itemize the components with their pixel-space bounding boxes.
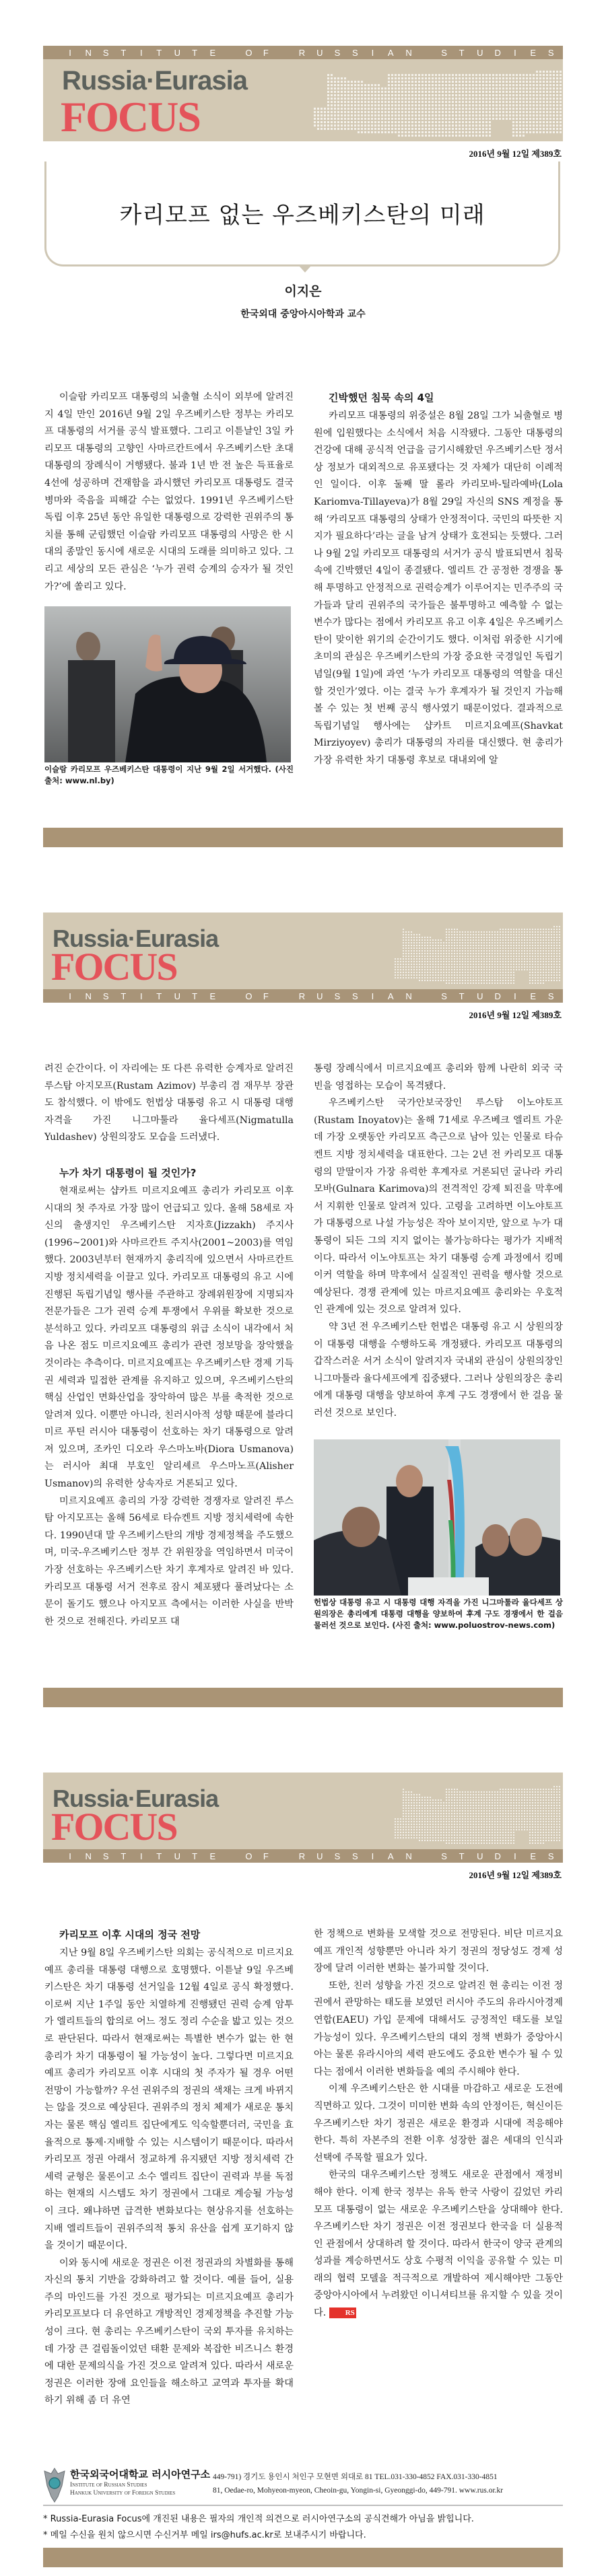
brand-focus: FOCUS: [51, 945, 177, 989]
institute-letter: S: [441, 47, 447, 58]
institute-letter: U: [174, 991, 181, 1001]
institute-letter: U: [316, 47, 323, 58]
photo-caption: 이슬람 카리모프 우즈베키스탄 대통령이 지난 9월 2일 서거했다. (사진 출처: www.nl.by): [44, 764, 294, 786]
institute-letter: S: [441, 991, 447, 1001]
institute-letter: U: [316, 1851, 323, 1861]
photo-karimov-image: [44, 606, 291, 762]
page-bottom-bar: [43, 1688, 563, 1707]
institute-letter: T: [192, 47, 198, 58]
institute-letter: E: [530, 1851, 537, 1861]
title-pointer: [299, 266, 311, 273]
institute-letter: U: [477, 1851, 483, 1861]
article-title: 카리모프 없는 우즈베키스탄의 미래: [119, 202, 485, 229]
section-heading: 긴박했던 침묵 속의 4일: [329, 392, 434, 404]
paragraph-text: 한국의 대우즈베키스탄 정책도 새로운 관점에서 재정비해야 한다. 이제 한국 정부는 유독 한국 사랑이 깊었던 카리모프 대통령이 없는 새로운 우즈베키스탄을 상대해야 한다. 우즈베키스탄 차기 정권은 이전 정권보다 한국을 더 실용적인 관점에서 상대하려 할 것이다. 따라서 한국이 양국 관계의 성과를 계승하면서도 상호 수평적 이익을 공유할 수 있는 미래의 협력 모델을 적극적으로 개발하여 제시해야만 그동안 중앙아시아에서 누려왔던 이니셔티브를 유지할 수 있을 것이다.: [314, 2170, 563, 2319]
institute-letter: [228, 1851, 233, 1861]
author-affiliation: 한국외대 중앙아시아학과 교수: [240, 309, 366, 320]
page2-left-column: [44, 1061, 294, 1631]
photo-yuldashev-image: [314, 1439, 560, 1596]
institute-letter: T: [459, 991, 465, 1001]
russia-dot-map-icon: [393, 1777, 562, 1849]
institute-letter: I: [514, 1851, 516, 1861]
institute-letter: S: [102, 1851, 109, 1861]
footer-bar: [43, 2548, 563, 2567]
institute-letter: S: [102, 991, 109, 1001]
masthead-page-3: [43, 1773, 563, 1863]
page1-left-column: [44, 389, 294, 787]
institute-letter: O: [245, 991, 252, 1001]
institute-letter: I: [69, 47, 71, 58]
photo-karimov: [44, 606, 291, 762]
institute-letter: [424, 48, 429, 58]
address-en: 81, Oedae-ro, Mohyeon-myeon, Cheoin-gu, Yongin-si, Gyeonggi-do, 449-791. www.rus.or.kr: [213, 2486, 504, 2495]
institute-letter: S: [352, 991, 358, 1001]
institute-letter: S: [334, 1851, 341, 1861]
russia-dot-map-icon: [393, 917, 562, 989]
institute-letter: E: [209, 1851, 216, 1861]
paragraph: [314, 2167, 563, 2322]
institute-letter: S: [547, 991, 554, 1001]
paragraph: 카리모프 대통령의 위중설은 8월 28일 그가 뇌출혈로 병원에 입원했다는 소식에서 처음 시작됐다. 그동안 대통령의 건강에 대해 공식적 언급을 금기시해왔던 우즈베키스탄 정서상 정보가 대외적으로 유포됐다는 것 자체가 대단히 이례적인 일이다. 이후 둘째 딸 롤라 카리모바-틸라예바(Lola Kariomva-Tillayeva)가 8월 29일 자신의 SNS 계정을 통해 ‘카리모프 대통령의 상태가 안정적이다. 국민의 따뜻한 지지가 필요하다’라는 글을 남겨 상태가 호전되는 듯했다. 그러나 9월 2일 카리모프 대통령의 서거가 공식 발표되면서 침묵 속에 긴박했던 4일이 종결됐다. 엘리트 간 공정한 경쟁을 통해 투명하고 안정적으로 권력승계가 이루어지는 민주주의 국가들과 달리 권위주의 국가들은 불투명하고 예측할 수 없는 변수가 많다는 점에서 카리모프 유고 이후 4일은 우즈베키스탄이 맞이한 위기의 순간이기도 했다. 이처럼 위중한 시기에 초미의 관심은 우즈베키스탄의 가장 중요한 국경일인 독립기념일(9월 1일)에 과연 ‘누가 카리모프 대통령의 역할을 대신할 것인가’였다. 이는 결국 누가 후계자가 될 것인지 가늠해 볼 수 있는 첫 번째 공식 행사였기 때문이었다. 결과적으로 독립기념일 행사에는 샵카트 미르지요예프(Shavkat Mirziyoyev) 총리가 대통령의 자리를 대신했다. 현 총리가 가장 유력한 차기 대통령 후보로 대내외에 알: [314, 410, 563, 766]
brand-russia-eurasia: Russia·Eurasia: [53, 1785, 219, 1812]
paragraph: 지난 9월 8일 우즈베키스탄 의회는 공식적으로 미르지요예프 총리를 대통령 대행으로 호명했다. 이튿날 9일 우즈베키스탄은 차기 대통령 선거일을 12월 4일로 공식 확정했다. 이로써 지난 1주일 동안 치열하게 진행됐던 권력 승계 암투가 엘리트들의 합의로 어느 정도 정리 수순을 밟고 있는 것으로 판단된다. 따라서 현재로써는 특별한 변수가 없는 한 현 총리가 차기 대통령이 될 가능성이 높다. 그렇다면 미르지요예프 총리가 카리모프 이후 시대의 첫 주자가 될 경우 어떤 전망이 가능할까? 우선 권위주의 정권의 색채는 크게 바뀌지는 않을 것으로 예상된다. 권위주의 정치 체제가 새로운 통치자는 물론 핵심 엘리트 집단에게도 익숙할뿐더러, 국민을 효율적으로 통제·지배할 수 있는 시스템이기 때문이다. 따라서 카리모프 정권 아래서 정교하게 유지됐던 지방 정치세력 간 세력 균형은 물론이고 소수 엘리트 집단이 권력과 부를 독점하는 현재의 시스템도 차기 정권에서 그대로 계승될 가능성이 크다. 왜냐하면 급격한 변화보다는 현상유지를 선호하는 지배 엘리트들이 권위주의적 통치 유산을 쉽게 포기하지 않을 것이기 때문이다.: [44, 1947, 294, 2252]
brand-focus: FOCUS: [51, 1805, 177, 1849]
institute-letter: T: [459, 47, 465, 58]
institute-letter: R: [298, 47, 306, 58]
institute-letter: [281, 1851, 286, 1861]
masthead-page-2: [43, 913, 563, 1003]
institute-letter: U: [477, 991, 483, 1001]
institute-letter: T: [156, 1851, 162, 1861]
institute-letter: E: [530, 47, 537, 58]
institute-stripe: [43, 989, 563, 1003]
institute-letter: A: [387, 1851, 394, 1861]
unsubscribe-note: * 메일 수신을 원치 않으시면 수신거부 메일 irs@hufs.ac.kr로 보내주시기 바랍니다.: [43, 2530, 366, 2540]
brand-russia-eurasia: Russia·Eurasia: [53, 925, 219, 952]
institute-letter: T: [121, 991, 127, 1001]
institute-letter: [228, 991, 233, 1001]
issue-date: 2016년 9월 12일 제389호: [469, 149, 562, 159]
institute-letter: I: [139, 47, 143, 58]
institute-letter: T: [459, 1851, 465, 1861]
section-heading: 카리모프 이후 시대의 정국 전망: [59, 1929, 201, 1941]
institute-name-en-1: Institute of Russian Studies: [70, 2482, 147, 2489]
institute-letter: T: [121, 1851, 127, 1861]
institute-letter: O: [245, 1851, 252, 1861]
brand-focus: FOCUS: [61, 93, 200, 141]
issue-date: 2016년 9월 12일 제389호: [469, 1870, 562, 1880]
paragraph: 이제 우즈베키스탄은 한 시대를 마감하고 새로운 도전에 직면하고 있다. 그것이 미미한 변화 속의 안정이든, 혁신이든 우즈베키스탄 차기 정권은 새로운 환경과 시대에 적응해야 한다. 특히 자본주의 전환 이후 성장한 젊은 세대의 인식과 선택에 주목할 필요가 있다.: [314, 2083, 563, 2163]
institute-letter: R: [298, 991, 306, 1001]
institute-letter: A: [387, 47, 394, 58]
institute-letter: D: [494, 1851, 501, 1861]
institute-letter: S: [547, 47, 554, 58]
institute-letter: F: [263, 1851, 269, 1861]
paragraph: 려진 순간이다. 이 자리에는 또 다른 유력한 승계자로 알려진 루스탐 아지모프(Rustam Azimov) 부총리 겸 재무부 장관도 참석했다. 이 밖에도 헌법상 대통령 유고 시 대통령 대행 자격을 가진 니그마툴라 율다세프(Nigmatulla Yuldashev) 상원의장도 모습을 드러냈다.: [44, 1063, 294, 1143]
institute-letter: I: [371, 1851, 374, 1861]
footer: [43, 2466, 563, 2573]
page3-right-column: [314, 1926, 563, 2322]
institute-name-en-2: Hankuk University of Foreign Studies: [70, 2490, 176, 2497]
masthead-page-1: [43, 46, 563, 141]
institute-letter: S: [352, 1851, 358, 1861]
institute-letter: N: [405, 47, 412, 58]
institute-letter: A: [387, 991, 394, 1001]
photo-caption: 헌법상 대통령 유고 시 대통령 대행 자격을 가진 니그마툴라 율다세프 상원의장은 총리에게 대통령 대행을 양보하여 후계 구도 경쟁에서 한 걸음 물러선 것으로 보인다. (사진 출처: www.poluostrov-news.com): [314, 1598, 563, 1631]
institute-letter: T: [121, 47, 127, 58]
institute-letter: S: [547, 1851, 554, 1861]
institute-letter: U: [174, 47, 181, 58]
institute-letter: U: [477, 47, 483, 58]
page1-right-column: [314, 389, 563, 769]
paragraph: 한 정책으로 변화를 모색할 것으로 전망된다. 비단 미르지요예프 개인적 성향뿐만 아니라 차기 정권의 정당성도 경제 성장에 달려 이러한 변화는 불가피할 것이다.: [314, 1929, 563, 1974]
institute-letter: I: [69, 1851, 71, 1861]
paragraph: 통령 장례식에서 미르지요예프 총리와 함께 나란히 외국 국빈을 영접하는 모습이 목격됐다.: [314, 1063, 563, 1092]
institute-letter: S: [441, 1851, 447, 1861]
institute-letter: T: [192, 1851, 198, 1861]
institute-letter: [281, 48, 286, 58]
paragraph: 우즈베키스탄 국가안보국장인 루스탐 이노야토프(Rustam Inoyatov)는 올해 71세로 우즈베크 엘리트 가운데 가장 오랫동안 카리모프 측근으로 남아 있는 인물로 타슈켄트 지방 정치세력을 대표한다. 그는 2년 전 카리모프 대통령의 맏딸이자 가장 유력한 후계자로 거론되던 굴나라 카리모바(Gulnara Karimova)의 전격적인 강제 퇴진을 막후에서 지휘한 인물로 알려져 있다. 고령을 고려하면 이노야토프가 대통령으로 나설 가능성은 작아 보이지만, 앞으로 누가 대통령이 되든 그의 지지 없이는 불가능하다는 평가가 지배적이다. 따라서 이노야토프는 차기 대통령 승계 과정에서 킹메이커 역할을 하며 막후에서 실질적인 권력을 행사할 것으로 예상된다. 경쟁 관계에 있는 마르지요예프 총리와는 우호적인 관계에 있는 것으로 알려져 있다.: [314, 1098, 563, 1316]
institute-letter: O: [245, 47, 252, 58]
institute-letter: F: [263, 991, 269, 1001]
institute-letter: N: [405, 991, 412, 1001]
institute-letter: E: [209, 991, 216, 1001]
institute-name-ko: 한국외국어대학교 러시아연구소: [70, 2468, 211, 2480]
institute-eagle-logo-icon: [43, 2466, 66, 2503]
russia-dot-map-icon: [312, 59, 562, 141]
institute-letter: I: [514, 991, 516, 1001]
end-mark-rs-icon: RS: [329, 2307, 356, 2318]
institute-letter: S: [352, 47, 358, 58]
paragraph: 이와 동시에 새로운 정권은 이전 정권과의 차별화를 통해 자신의 통치 기반을 강화하려고 할 것이다. 예를 들어, 실용주의 마인드를 가진 것으로 평가되는 미르지요예프 총리가 카리모프보다 더 유연하고 개방적인 경제정책을 추진할 가능성이 크다. 현 총리는 우즈베키스탄이 국외 투자를 유치하는 데 가장 큰 걸림돌이었던 태환 문제와 복잡한 비즈니스 환경에 대한 문제의식을 가진 것으로 알려져 있다. 따라서 새로운 정권은 이러한 장애 요인들을 해소하고 교역과 투자를 확대하기 위해 좀 더 유연: [44, 2257, 294, 2406]
institute-letter: I: [514, 47, 516, 58]
institute-letter: I: [69, 991, 71, 1001]
institute-letter: I: [139, 991, 143, 1001]
address-ko: 449-791) 경기도 용인시 처인구 모현면 외대로 81 TEL.031-330-4852 FAX.031-330-4851: [213, 2473, 498, 2481]
institute-letter: S: [102, 47, 109, 58]
institute-letter: S: [334, 991, 341, 1001]
institute-stripe: [43, 1849, 563, 1863]
institute-letter: U: [174, 1851, 181, 1861]
institute-letter: U: [316, 991, 323, 1001]
author-name: 이지은: [284, 284, 322, 299]
institute-letter: I: [371, 47, 374, 58]
institute-letter: T: [156, 47, 162, 58]
footer-divider: [43, 2505, 563, 2506]
paragraph: 미르지요예프 총리의 가장 강력한 경쟁자로 알려진 루스탐 아지모프는 올해 56세로 타슈켄트 지방 정치세력에 속한다. 1990년대 말 우즈베키스탄의 개방 경제정책을 주도했으며, 미국-우즈베키스탄 정부 간 위원장을 역임하면서 미국이 가장 선호하는 우즈베키스탄 차기 후계자로 알려진 바 있다. 카리모프 대통령 서거 전후로 잠시 체포됐다 풀려났다는 소문이 돌기도 했으나 아지모프 측에서는 이러한 사실을 반박한 것으로 전해진다. 카리모프 대: [44, 1495, 294, 1627]
institute-letter: E: [530, 991, 537, 1001]
institute-letter: I: [371, 991, 374, 1001]
section-heading: 누가 차기 대통령이 될 것인가?: [59, 1166, 197, 1179]
institute-letter: [281, 991, 286, 1001]
institute-letter: R: [298, 1851, 306, 1861]
institute-letter: N: [405, 1851, 412, 1861]
institute-letter: F: [263, 47, 269, 58]
paragraph: 이슬람 카리모프 대통령의 뇌출혈 소식이 외부에 알려진 지 4일 만인 2016년 9월 2일 우즈베키스탄 정부는 카리모프 대통령의 서거를 공식 발표했다. 그리고 이튿날인 3일 카리모프 대통령의 고향인 사마르칸트에서 우즈베키스탄 초대 대통령의 장례식이 거행됐다. 불과 1년 반 전 높은 득표율로 4선에 성공하며 건재함을 과시했던 카리모프 대통령도 결국 병마와 죽음을 피해갈 수는 없었다. 1991년 우즈베키스탄 독립 이후 25년 동안 유일한 대통령으로 강력한 권위주의 통치를 통해 군림했던 이슬람 카리모프 대통령의 사망은 한 시대의 종말인 동시에 새로운 시대의 도래를 의미하고 있다. 그리고 세상의 모든 관심은 ‘누가 권력 승계의 승자가 될 것인가?’에 쏠리고 있다.: [44, 392, 294, 592]
institute-stripe: [43, 46, 563, 59]
institute-letter: D: [494, 991, 501, 1001]
institute-letter: T: [192, 991, 198, 1001]
page-bottom-bar: [43, 828, 563, 847]
paragraph: 또한, 친러 성향을 가진 것으로 알려진 현 총리는 이전 정권에서 관망하는 태도를 보였던 러시아 주도의 유라시아경제연합(EAEU) 가입 문제에 대해서도 긍정적인 태도를 보일 가능성이 있다. 우즈베키스탄의 대외 정책 변화가 중앙아시아는 물론 유라시아의 세력 판도에도 중요한 변수가 될 수 있다는 점에서 이러한 변화들을 예의 주시해야 한다.: [314, 1980, 563, 2077]
disclaimer-note: * Russia-Eurasia Focus에 개진된 내용은 필자의 개인적 의견으로 러시아연구소의 공식견해가 아님을 밝힙니다.: [43, 2514, 474, 2524]
institute-letter: E: [209, 47, 216, 58]
institute-letter: S: [334, 47, 341, 58]
institute-letter: I: [139, 1851, 143, 1861]
photo-yuldashev: [314, 1439, 560, 1596]
article-title-box: [44, 162, 560, 266]
page3-left-column: [44, 1926, 294, 2410]
page2-right-column: [314, 1061, 563, 1631]
institute-letter: N: [85, 47, 92, 58]
institute-letter: N: [85, 1851, 92, 1861]
institute-letter: [424, 991, 429, 1001]
institute-letter: T: [156, 991, 162, 1001]
institute-letter: [228, 48, 233, 58]
issue-date: 2016년 9월 12일 제389호: [469, 1010, 562, 1020]
brand-russia-eurasia: Russia·Eurasia: [62, 66, 248, 96]
institute-letter: [424, 1851, 429, 1861]
institute-letter: N: [85, 991, 92, 1001]
institute-letter: D: [494, 47, 501, 58]
paragraph: 약 3년 전 우즈베키스탄 헌법은 대통령 유고 시 상원의장이 대통령 대행을 수행하도록 개정됐다. 카리모프 대통령의 갑작스러운 서거 소식이 알려지자 국내외 관심이 상원의장인 니그마툴라 율다세프에게 집중됐다. 그러나 상원의장은 총리에게 대통령 대행을 양보하여 후계 구도 경쟁에서 한 걸음 물러선 것으로 보인다.: [314, 1321, 563, 1419]
paragraph: 현재로써는 샵카트 미르지요예프 총리가 카리모프 이후 시대의 첫 주자로 가장 많이 언급되고 있다. 올해 58세로 자신의 출생지인 우즈베키스탄 지자흐(Jizzakh) 주지사(1996~2001)와 사마르칸트 주지사(2001~2003)를 역임했다. 2003년부터 현재까지 총리직에 있으면서 사마르칸트 지방 정치세력을 이끌고 있다. 카리모프 대통령의 유고 시에 진행된 독립기념일 행사를 주관하고 장례위원장에 지명되자 전문가들은 그가 권력 승계 투쟁에서 우위를 확보한 것으로 분석하고 있다. 카리모프 대통령의 위급 소식이 내각에서 처음 나온 점도 미르지요예프 총리가 관련 정보망을 장악했을 것이라는 추측이다. 미르지요예프는 우즈베키스탄 경제 기득권 세력과 밀접한 관계를 유지하고 있으며, 우즈베키스탄의 핵심 산업인 면화산업을 장악하여 많은 부를 축적한 것으로 알려져 있다. 이뿐만 아니라, 친러시아적 성향 때문에 블라디미르 푸틴 러시아 대통령이 선호하는 차기 대통령으로 알려져 있으며, 조카인 디오라 우스마노바(Diora Usmanova)는 러시아 최대 부호인 알리셰르 우스마노프(Alisher Usmanov)의 유력한 상속자로 거론되고 있다.: [44, 1185, 294, 1490]
